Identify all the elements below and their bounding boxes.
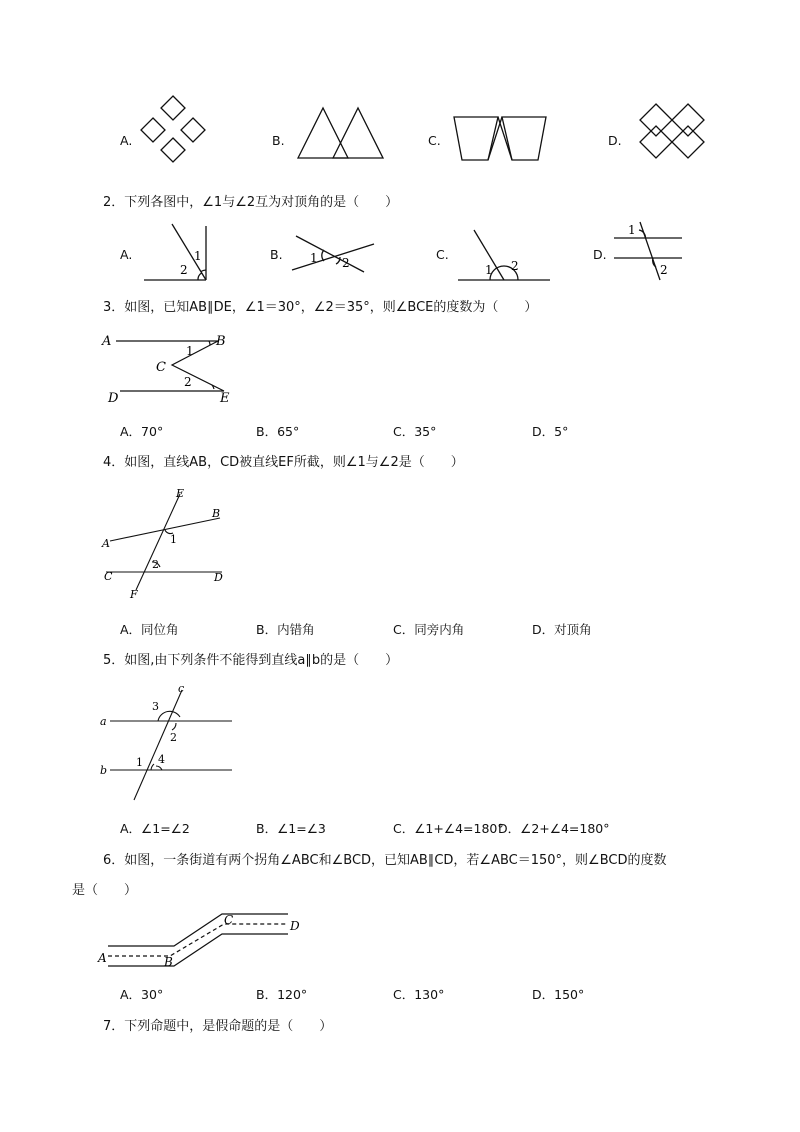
- q4-label-c: C: [104, 570, 113, 583]
- q5-angle-3: 3: [152, 700, 159, 713]
- q5-number: 5．: [103, 653, 125, 668]
- q3-stem-line: [103, 300, 537, 316]
- q1-figure-d: [632, 100, 712, 164]
- q5-angle-1: 1: [136, 756, 143, 769]
- q4-label-f: F: [130, 588, 138, 601]
- q4-label-e: E: [176, 487, 185, 500]
- q5-angle-2: 2: [170, 731, 177, 744]
- q3-label-e: E: [220, 391, 230, 406]
- q3-stem: 如图，已知AB∥DE，∠1＝30°，∠2＝35°，则∠BCE的度数为（ ）: [124, 300, 538, 315]
- q4-angle-2: 2: [152, 558, 159, 571]
- q6-label-a: A: [98, 951, 107, 965]
- q4-label-a: A: [102, 537, 110, 550]
- q1-option-a[interactable]: A.: [120, 133, 133, 148]
- q4-number: 4．: [103, 455, 125, 470]
- q5-option-d[interactable]: D．∠2+∠4=180°: [498, 821, 610, 836]
- q6-stem-2: 是（ ）: [72, 883, 138, 898]
- q5-stem: 如图,由下列条件不能得到直线a∥b的是（ ）: [124, 653, 399, 668]
- q1-figure-c: [450, 114, 550, 164]
- q1-option-b[interactable]: B.: [272, 133, 285, 148]
- q3-label-d: D: [108, 391, 119, 406]
- q5-label-a: a: [100, 715, 107, 728]
- q3-option-d[interactable]: D．5°: [532, 424, 569, 439]
- q4-stem: 如图，直线AB，CD被直线EF所截，则∠1与∠2是（ ）: [124, 455, 464, 470]
- q2-figure-c: [456, 226, 552, 284]
- q1-figure-a: [140, 96, 210, 166]
- q2-stem-line: [103, 195, 398, 211]
- q7-stem-line: [103, 1019, 332, 1035]
- q4-option-d[interactable]: D．对顶角: [532, 622, 592, 637]
- q2d-angle-2: 2: [660, 263, 668, 277]
- q2a-angle-1: 1: [194, 249, 202, 263]
- q3-label-a: A: [102, 334, 112, 349]
- q3-figure: [100, 328, 250, 408]
- q5-label-b: b: [100, 764, 108, 777]
- q5-angle-4: 4: [158, 753, 165, 766]
- q6-number: 6．: [103, 853, 125, 868]
- q3-label-c: C: [156, 360, 166, 375]
- q4-option-c[interactable]: C．同旁内角: [393, 622, 465, 637]
- q6-label-d: D: [290, 919, 300, 933]
- q3-number: 3．: [103, 300, 125, 315]
- q4-angle-1: 1: [170, 533, 177, 546]
- q4-figure: [100, 486, 230, 602]
- q5-option-c[interactable]: C．∠1+∠4=180°: [393, 821, 504, 836]
- q3-label-b: B: [216, 334, 226, 349]
- q2d-angle-1: 1: [628, 223, 636, 237]
- q6-label-c: C: [224, 913, 234, 927]
- q5-stem-line: [103, 653, 398, 669]
- q5-label-c: c: [178, 682, 185, 695]
- q6-stem-line1: [103, 853, 667, 869]
- q1-figure-b: [296, 106, 386, 162]
- q5-option-b[interactable]: B．∠1=∠3: [256, 821, 326, 836]
- q2-stem: 下列各图中，∠1与∠2互为对顶角的是（ ）: [124, 195, 399, 210]
- q2-number: 2．: [103, 195, 125, 210]
- q6-label-b: B: [164, 955, 173, 969]
- q5-option-a[interactable]: A．∠1=∠2: [120, 821, 190, 836]
- q3-angle-1: 1: [186, 344, 194, 358]
- q2-option-a[interactable]: A.: [120, 247, 133, 262]
- q3-option-b[interactable]: B．65°: [256, 424, 300, 439]
- q4-label-b: B: [212, 507, 221, 520]
- q2b-angle-1: 1: [310, 251, 318, 265]
- q2-option-d[interactable]: D.: [593, 247, 607, 262]
- q3-angle-2: 2: [184, 375, 192, 389]
- q3-option-a[interactable]: A．70°: [120, 424, 164, 439]
- q6-option-b[interactable]: B．120°: [256, 987, 308, 1002]
- q2-figure-a: [142, 222, 212, 284]
- q6-stem-1: 如图，一条街道有两个拐角∠ABC和∠BCD，已知AB∥CD，若∠ABC＝150°，则∠BCD的度数: [124, 853, 667, 868]
- q2-figure-b: [290, 230, 376, 276]
- q2-figure-d: [614, 220, 686, 284]
- q2-option-c[interactable]: C.: [436, 247, 449, 262]
- q6-option-a[interactable]: A．30°: [120, 987, 164, 1002]
- q6-option-d[interactable]: D．150°: [532, 987, 585, 1002]
- q4-option-b[interactable]: B．内错角: [256, 622, 315, 637]
- q1-option-c[interactable]: C.: [428, 133, 441, 148]
- q2-option-b[interactable]: B.: [270, 247, 283, 262]
- q6-figure: [96, 908, 306, 972]
- q4-label-d: D: [214, 571, 223, 584]
- q6-option-c[interactable]: C．130°: [393, 987, 445, 1002]
- q2c-angle-2: 2: [511, 259, 519, 273]
- q1-option-d[interactable]: D.: [608, 133, 622, 148]
- q3-option-c[interactable]: C．35°: [393, 424, 437, 439]
- q2a-angle-2: 2: [180, 263, 188, 277]
- q7-stem: 下列命题中，是假命题的是（ ）: [124, 1019, 333, 1034]
- q5-figure: [98, 680, 238, 804]
- q6-stem-line2: [72, 883, 137, 899]
- q7-number: 7．: [103, 1019, 125, 1034]
- q4-option-a[interactable]: A．同位角: [120, 622, 179, 637]
- q2b-angle-2: 2: [342, 256, 350, 270]
- q4-stem-line: [103, 455, 464, 471]
- q2c-angle-1: 1: [485, 263, 493, 277]
